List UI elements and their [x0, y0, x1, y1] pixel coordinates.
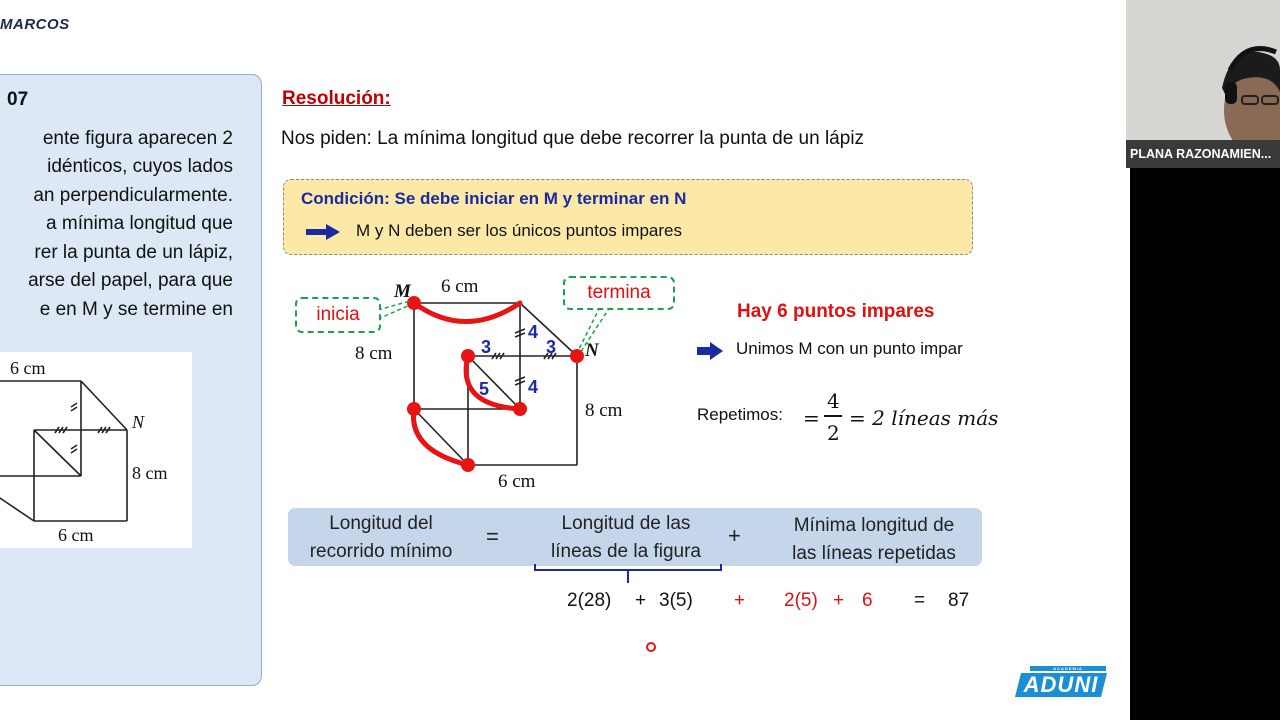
repeat-result: = 2 líneas más — [849, 406, 999, 430]
condition-title: Condición: Se debe iniciar en M y terminar en N — [301, 189, 687, 208]
logo-text: ADUNI — [1023, 672, 1099, 697]
odd-points-heading: Hay 6 puntos impares — [737, 301, 935, 322]
problem-text-line: an perpendicularmente. — [33, 185, 233, 206]
formula-right-line: las líneas repetidas — [792, 543, 956, 564]
arrow-right-icon — [697, 342, 723, 360]
repeat-label: Repetimos: — [697, 405, 783, 424]
diagram-left-label: 8 cm — [355, 343, 393, 364]
calc-equals: = — [914, 590, 926, 611]
fraction-numerator: 4 — [827, 389, 840, 413]
formula-equals: = — [486, 524, 499, 549]
problem-text-line: a mínima longitud que — [46, 213, 233, 234]
diagram-top-label: 6 cm — [441, 276, 479, 297]
arrow-right-icon — [306, 224, 340, 240]
problem-text-line: idénticos, cuyos lados — [47, 156, 233, 177]
calc-term: 3(5) — [659, 590, 693, 611]
problem-number: 07 — [7, 89, 29, 110]
diagram-bottom-label: 6 cm — [498, 471, 536, 492]
brace-icon — [532, 563, 726, 587]
segment-value-label: 3 — [546, 337, 557, 357]
figure-bottom-label: 6 cm — [58, 525, 94, 545]
formula-right-term — [768, 512, 980, 568]
problem-figure — [0, 352, 192, 548]
laser-pointer — [646, 642, 656, 652]
segment-value-label: 4 — [528, 377, 539, 397]
segment-value-label: 3 — [481, 337, 492, 357]
formula-middle-term — [528, 510, 724, 566]
condition-box — [283, 179, 973, 255]
diagram-right-label: 8 cm — [585, 400, 623, 421]
calc-term: 2(28) — [567, 590, 612, 611]
logo-small-text: ACADEMIA — [1030, 666, 1106, 671]
fraction-denominator: 2 — [827, 421, 840, 445]
brand-logo-text: MARCOS — [0, 16, 70, 33]
black-video-area — [1130, 168, 1280, 720]
problem-text-line: arse del papel, para que — [28, 270, 233, 291]
segment-value-label: 5 — [479, 379, 490, 399]
termina-callout: termina — [563, 276, 675, 310]
aduni-logo — [1016, 666, 1106, 698]
figure-right-label: 8 cm — [132, 463, 168, 483]
resolution-title: Resolución: — [282, 88, 391, 109]
inicia-callout: inicia — [295, 297, 381, 333]
calc-term: 2(5) — [784, 590, 818, 611]
problem-figure-drawing — [0, 352, 192, 548]
calc-plus: + — [833, 590, 845, 611]
problem-text-line: e en M y se termine en — [39, 299, 233, 320]
formula-middle-line: Longitud de las — [561, 513, 691, 534]
formula-plus: + — [728, 523, 741, 548]
problem-text-line: rer la punta de un lápiz, — [34, 242, 233, 263]
figure-point-n: N — [132, 412, 145, 432]
formula-left-line: Longitud del — [329, 513, 433, 534]
point-n-label: N — [585, 340, 599, 361]
formula-right-line: Mínima longitud de — [793, 515, 955, 536]
webcam-video — [1126, 0, 1280, 168]
calc-term: 6 — [862, 590, 873, 611]
formula-left-term — [288, 510, 474, 566]
formula-left-line: recorrido mínimo — [309, 541, 453, 562]
fraction-bar — [824, 415, 842, 417]
webcam-name-label: PLANA RAZONAMIEN... — [1126, 140, 1280, 168]
condition-text: M y N deben ser los únicos puntos impares — [356, 221, 682, 240]
calc-plus: + — [635, 590, 647, 611]
calc-plus: + — [734, 590, 746, 611]
calc-total: 87 — [948, 590, 970, 611]
formula-bar — [288, 508, 982, 566]
segment-value-label: 4 — [528, 322, 539, 342]
question-statement: Nos piden: La mínima longitud que debe recorrer la punta de un lápiz — [281, 128, 865, 149]
problem-text-line: ente figura aparecen 2 — [42, 128, 233, 149]
join-instruction: Unimos M con un punto impar — [736, 339, 963, 358]
formula-middle-line: líneas de la figura — [551, 541, 701, 562]
point-m-label: M — [394, 281, 411, 302]
figure-top-label: 6 cm — [10, 358, 46, 378]
